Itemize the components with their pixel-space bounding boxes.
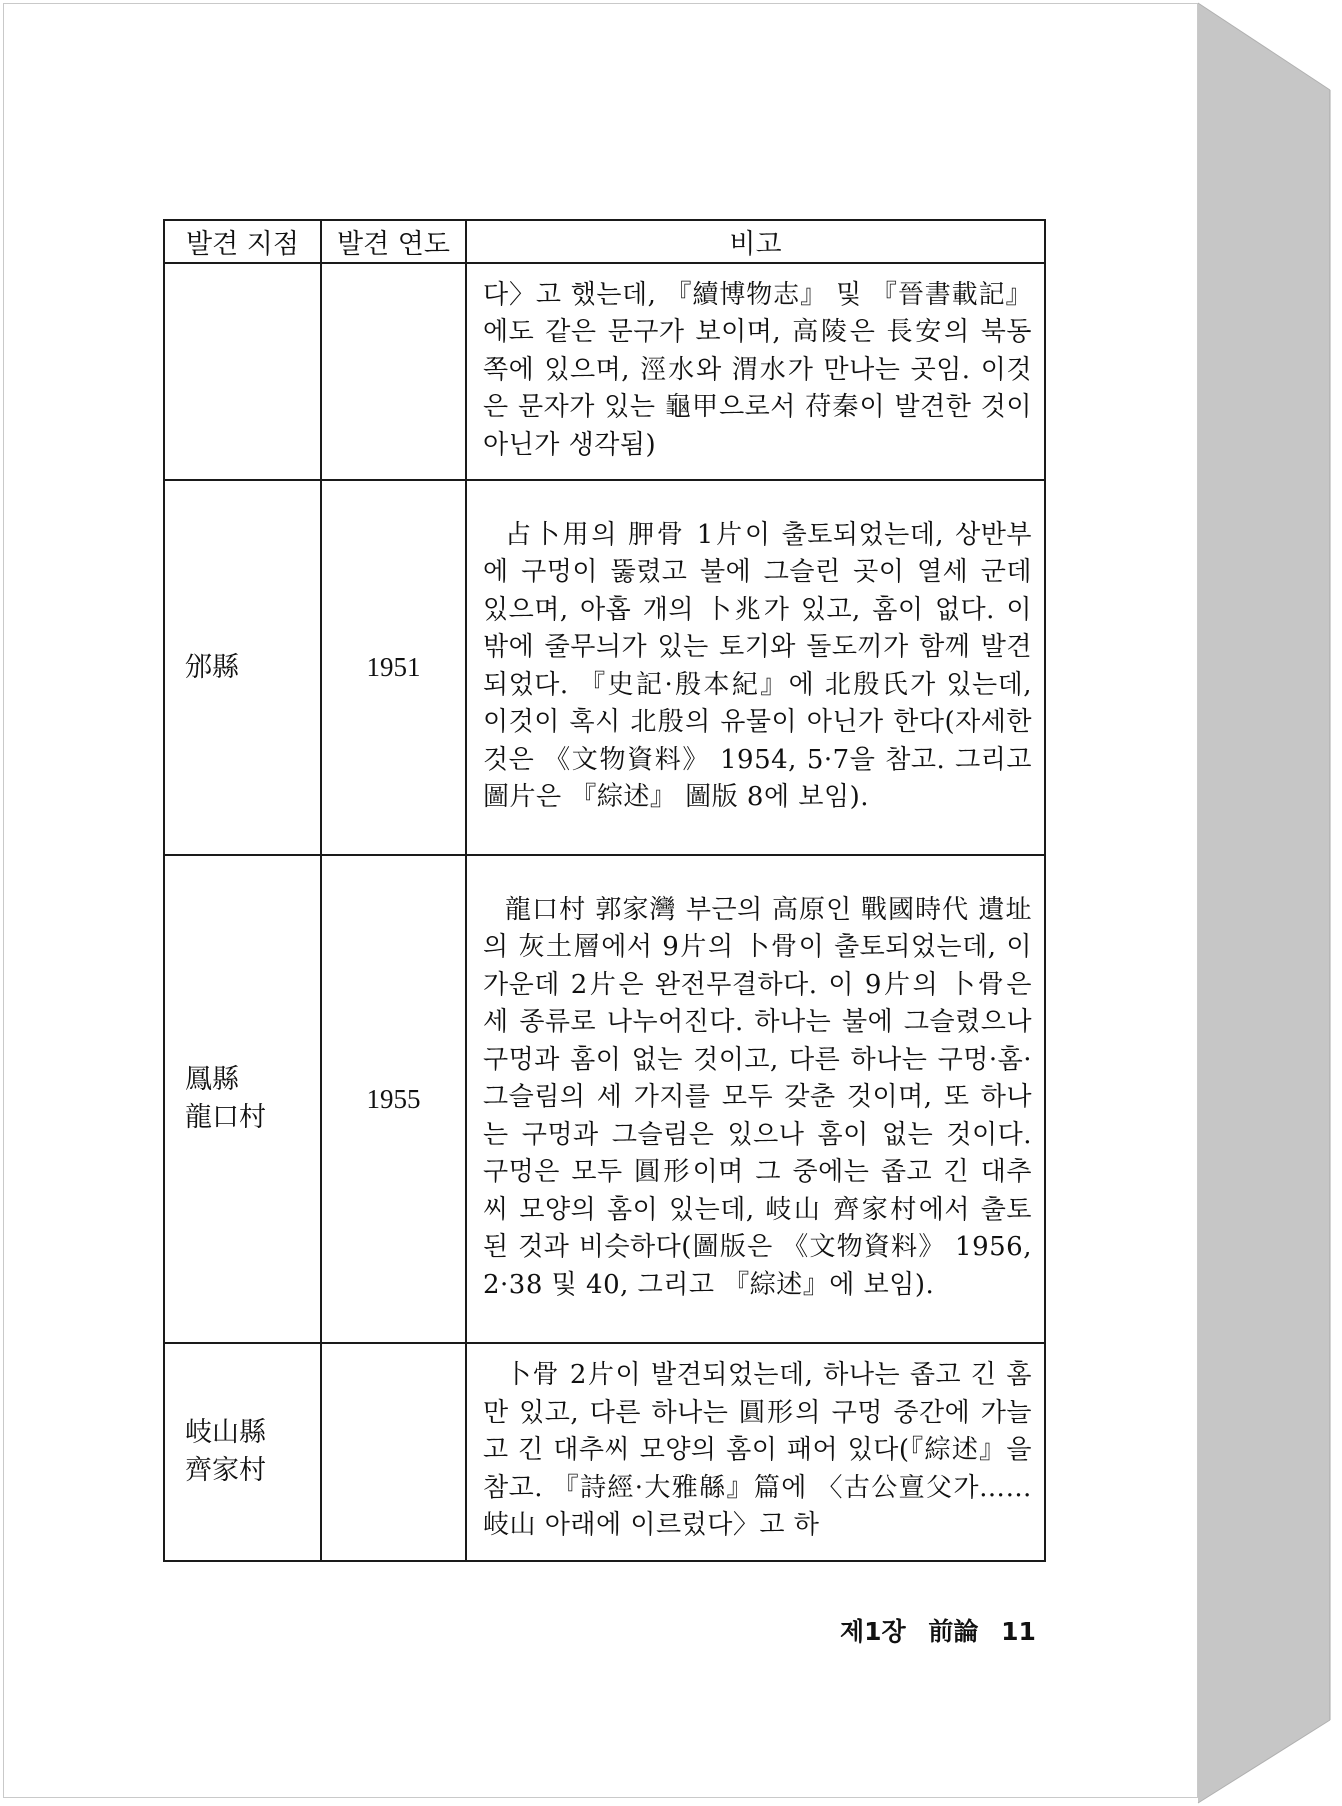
header-notes: 비고 (466, 220, 1045, 263)
row-location: 邠縣 (164, 480, 321, 855)
footer-title: 前論 (928, 1617, 979, 1646)
row-note: 占卜用의 胛骨 1片이 출토되었는데, 상반부에 구멍이 뚫렸고 불에 그슬린 곳이 열세 군데 있으며, 아홉 개의 卜兆가 있고, 홈이 없다. 이 밖에 줄무늬가 있는 토기와 돌도끼가 함께 발견되었다. 『史記·殷本紀』에 北殷氏가 있는데, 이것이 혹시 北殷의 유물이 아닌가 한다(자세한 것은 《文物資料》 1954, 5·7을 참고. 그리고 圖片은 『綜述』 圖版 8에 보임). (466, 480, 1045, 855)
header-location: 발견 지점 (164, 220, 321, 263)
table-row (164, 855, 1045, 1343)
row-note: 龍口村 郭家灣 부근의 高原인 戰國時代 遺址의 灰土層에서 9片의 卜骨이 출토되었는데, 이 가운데 2片은 완전무결하다. 이 9片의 卜骨은 세 종류로 나누어진다. 하나는 불에 그슬렸으나 구멍과 홈이 없는 것이고, 다른 하나는 구멍·홈·그슬림의 세 가지를 모두 갖춘 것이며, 또 하나는 구멍과 그슬림은 있으나 홈이 없는 것이다. 구멍은 모두 圓形이며 그 중에는 좁고 긴 대추씨 모양의 홈이 있는데, 岐山 齊家村에서 출토된 것과 비슷하다(圖版은 《文物資料》 1956, 2·38 및 40, 그리고 『綜述』에 보임). (466, 855, 1045, 1343)
table-row (164, 263, 1045, 480)
discovery-table (163, 219, 1046, 1562)
row-location (164, 263, 321, 480)
row-year: 1951 (321, 480, 466, 855)
header-year: 발견 연도 (321, 220, 466, 263)
row-location: 岐山縣 齊家村 (164, 1343, 321, 1561)
row-note: 卜骨 2片이 발견되었는데, 하나는 좁고 긴 홈만 있고, 다른 하나는 圓形의 구멍 중간에 가늘고 긴 대추씨 모양의 홈이 패어 있다(『綜述』을 참고. 『詩經·大雅緜』篇에 〈古公亶父가…… 岐山 아래에 이르렀다〉고 하 (466, 1343, 1045, 1561)
page-footer (840, 1612, 1036, 1648)
row-note: 다〉고 했는데, 『續博物志』 및 『晉書載記』에도 같은 문구가 보이며, 高陵은 長安의 북동쪽에 있으며, 涇水와 渭水가 만나는 곳임. 이것은 문자가 있는 龜甲으로서 苻秦이 발견한 것이 아닌가 생각됨) (466, 263, 1045, 480)
table-row (164, 480, 1045, 855)
row-year (321, 1343, 466, 1561)
footer-chapter: 제1장 (840, 1617, 906, 1646)
page-number: 11 (1001, 1617, 1036, 1646)
row-location: 鳳縣 龍口村 (164, 855, 321, 1343)
table-row (164, 1343, 1045, 1561)
table-header-row (164, 220, 1045, 263)
row-year (321, 263, 466, 480)
row-year: 1955 (321, 855, 466, 1343)
